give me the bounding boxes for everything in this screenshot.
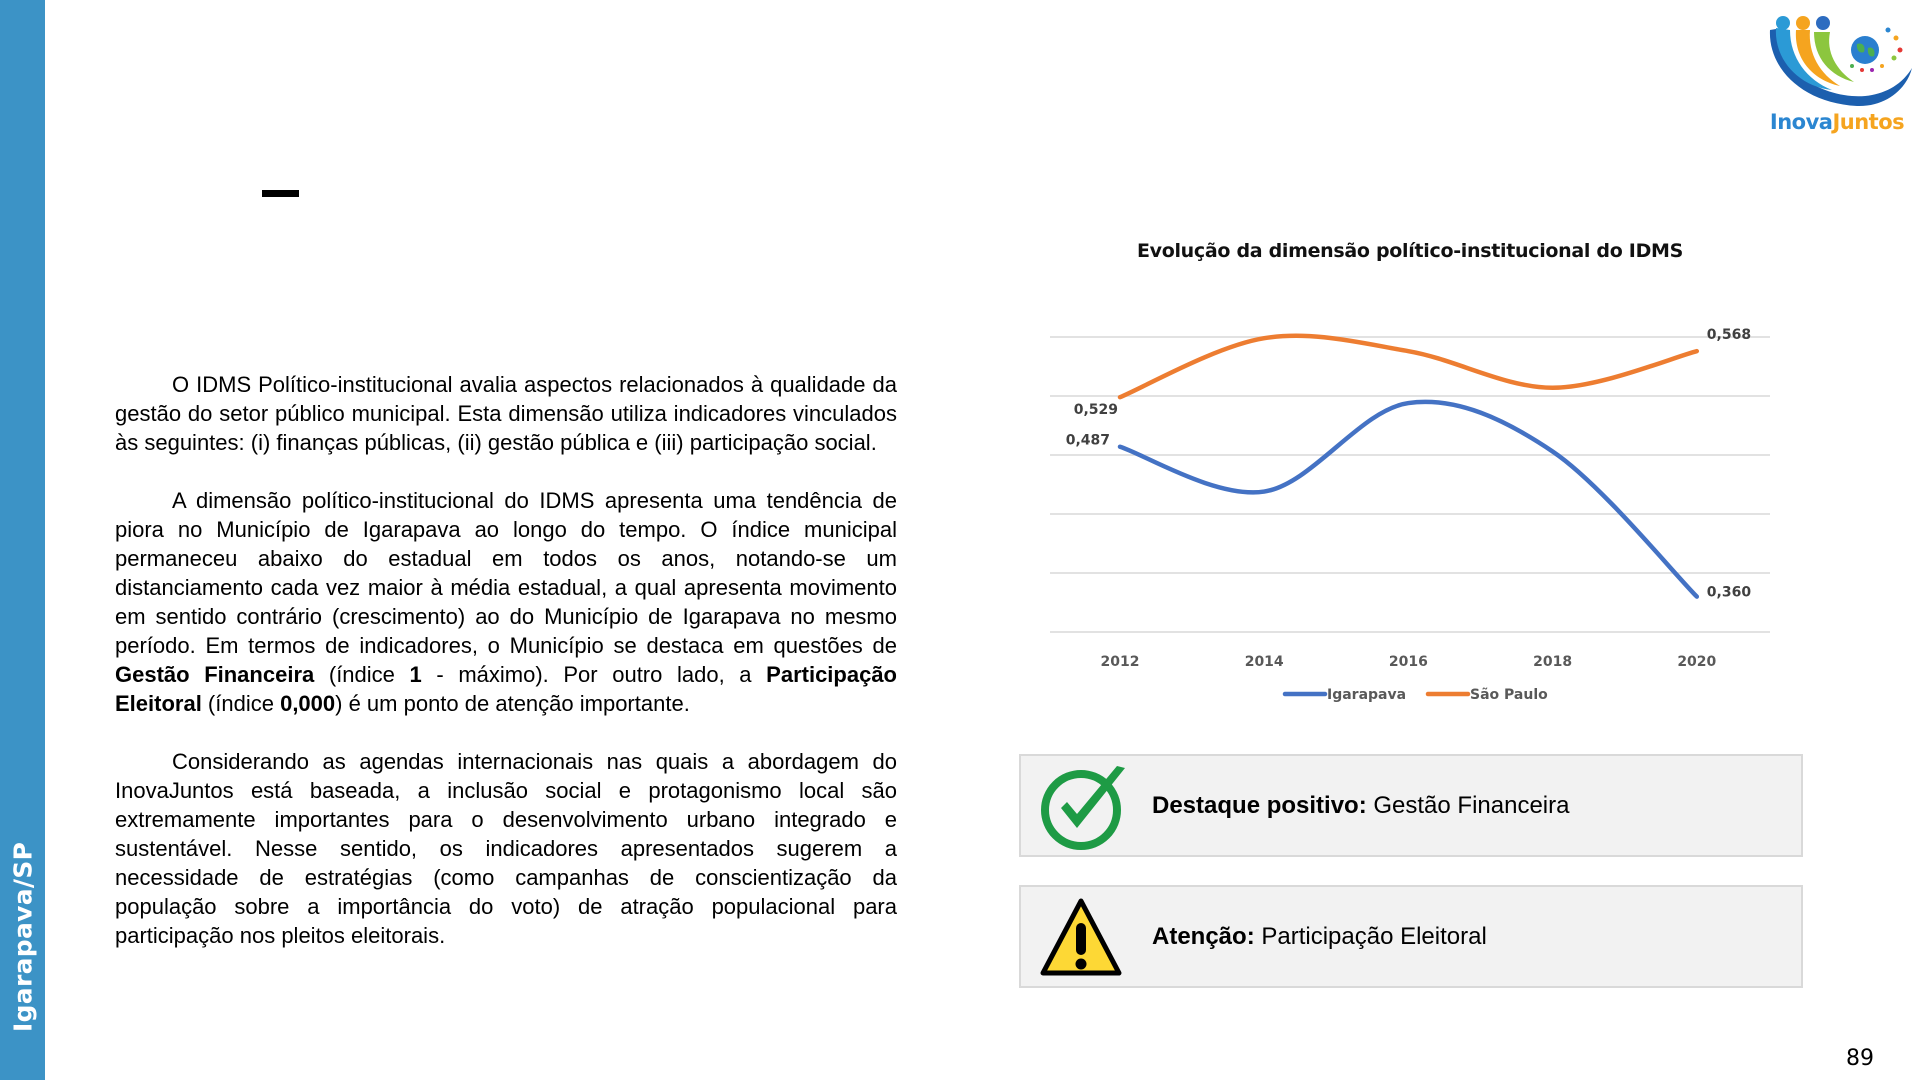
check-circle-icon bbox=[1039, 762, 1131, 852]
logo-text: InovaJuntos bbox=[1769, 110, 1905, 134]
data-label-s-o-paulo: 0,568 bbox=[1706, 327, 1752, 344]
callout-attention-value: Participação Eleitoral bbox=[1254, 923, 1487, 950]
callout-attention bbox=[1019, 885, 1803, 988]
line-chart bbox=[1040, 300, 1800, 720]
callout-positive bbox=[1019, 754, 1803, 857]
series-line-igarapava bbox=[1120, 402, 1697, 597]
x-tick-label: 2012 bbox=[1100, 654, 1140, 670]
legend-label-igarapava: Igarapava bbox=[1327, 687, 1407, 703]
data-label-igarapava: 0,487 bbox=[1065, 432, 1110, 449]
x-tick-label: 2020 bbox=[1677, 654, 1717, 670]
highlight-index-max: 1 bbox=[409, 662, 422, 687]
data-label-igarapava: 0,360 bbox=[1706, 584, 1752, 601]
paragraph-3: Considerando as agendas internacionais nas quais a abordagem do InovaJuntos está baseada, a inclusão social e protagonismo local são extremamente importantes para o desenvolvimento urbano integrado e sustentável. Nesse sentido, os indicadores apresentados sugerem a necessidade de estratégias (como campanhas de conscientização da população sobre a importância do voto) de atração populacional para participação nos pleitos eleitorais. bbox=[115, 749, 897, 948]
legend-label-s-o-paulo: São Paulo bbox=[1470, 687, 1548, 703]
body-text bbox=[115, 370, 897, 979]
x-tick-label: 2018 bbox=[1533, 654, 1573, 670]
x-tick-label: 2014 bbox=[1244, 654, 1284, 670]
series-line-s-o-paulo bbox=[1120, 336, 1697, 397]
paragraph-1: O IDMS Político-institucional avalia aspectos relacionados à qualidade da gestão do setor público municipal. Esta dimensão utiliza indicadores vinculados às seguintes: (i) finanças públicas, (ii) gestão pública e (iii) participação social. bbox=[115, 372, 897, 455]
callout-attention-label: Atenção: bbox=[1152, 923, 1255, 950]
paragraph-2: A dimensão político-institucional do IDMS apresenta uma tendência de piora no Município de Igarapava ao longo do tempo. O índice municipal permaneceu abaixo do estadual em todos os anos, notando-se um distanciamento cada vez maior à média estadual, a qual apresenta movimento em sentido contrário (crescimento) ao do Município de Igarapava no mesmo período. Em termos de indicadores, o Município se destaca em questões de Gestão Financeira (índice 1 - máximo). Por outro lado, a Participação Eleitoral (índice 0,000) é um ponto de atenção importante. bbox=[115, 488, 897, 716]
highlight-index-zero: 0,000 bbox=[280, 691, 336, 716]
page-number: 89 bbox=[1846, 1046, 1874, 1071]
warning-triangle-icon bbox=[1039, 893, 1131, 983]
title-dash bbox=[262, 190, 299, 197]
x-tick-label: 2016 bbox=[1388, 654, 1428, 670]
logo-graphic-icon bbox=[1762, 8, 1912, 113]
sidebar bbox=[0, 0, 45, 1080]
callout-positive-value: Gestão Financeira bbox=[1366, 792, 1570, 819]
chart-title: Evolução da dimensão político-institucional do IDMS bbox=[1136, 240, 1684, 262]
callout-positive-label: Destaque positivo: bbox=[1152, 792, 1367, 819]
data-label-s-o-paulo: 0,529 bbox=[1073, 402, 1118, 419]
sidebar-label: Igarapava/SP bbox=[8, 841, 38, 1032]
highlight-gestao-financeira: Gestão Financeira bbox=[115, 662, 315, 687]
inovajuntos-logo bbox=[1762, 8, 1912, 138]
highlight-participacao-eleitoral: Participação Eleitoral bbox=[115, 662, 897, 716]
